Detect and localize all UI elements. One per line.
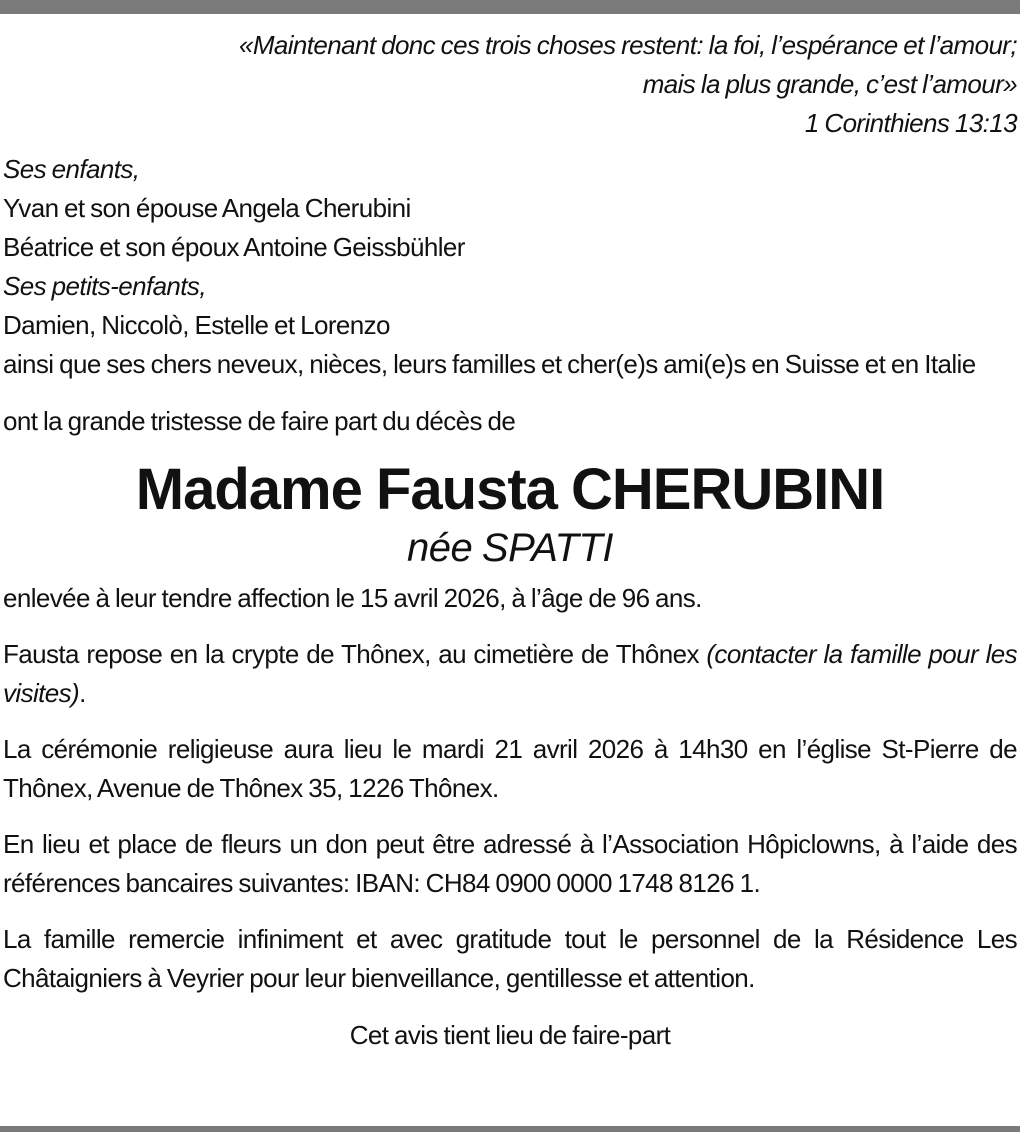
- resting-place: [3, 635, 1017, 713]
- quote-line-2: mais la plus grande, c’est l’amour»: [642, 69, 1017, 99]
- announcement-text: ont la grande tristesse de faire part du décès de: [3, 406, 516, 436]
- ceremony-details: La cérémonie religieuse aura lieu le mardi 21 avril 2026 à 14h30 en l’église St-Pierre de Thônex, Avenue de Thônex 35, 1226 Thônex.: [3, 734, 1017, 803]
- bottom-rule: [0, 1126, 1020, 1132]
- maiden-name: née SPATTI: [407, 526, 613, 570]
- donation-details: En lieu et place de fleurs un don peut être adressé à l’Association Hôpiclowns, à l’aide des références bancaires suivantes: IBAN: CH84 0900 0000 1748 8126 1.: [3, 829, 1017, 898]
- thanks-text: La famille remercie infiniment et avec gratitude tout le personnel de la Résidence Les Châtaigniers à Veyrier pour leur bienveillance, gentillesse et attention.: [3, 924, 1017, 993]
- visit-note: (contacter la famille pour les visites): [3, 639, 1018, 708]
- child-2: Béatrice et son époux Antoine Geissbühler: [3, 232, 465, 262]
- grandchildren-names: Damien, Niccolò, Estelle et Lorenzo: [3, 310, 390, 340]
- child-1: Yvan et son épouse Angela Cherubini: [3, 193, 411, 223]
- children-heading: Ses enfants,: [3, 154, 140, 184]
- bible-quote: [3, 26, 1017, 143]
- grandchildren-heading: Ses petits-enfants,: [3, 271, 206, 301]
- family-list: [3, 150, 1017, 384]
- quote-reference: 1 Corinthiens 13:13: [804, 108, 1017, 138]
- death-details: enlevée à leur tendre affection le 15 avril 2026, à l’âge de 96 ans.: [3, 583, 702, 613]
- deceased-name: Madame Fausta CHERUBINI: [135, 457, 885, 522]
- resting-place-end: .: [79, 678, 86, 708]
- resting-place-text: Fausta repose en la crypte de Thônex, au cimetière de Thônex: [3, 639, 707, 669]
- top-rule: [0, 0, 1020, 14]
- closing-line: Cet avis tient lieu de faire-part: [349, 1020, 671, 1050]
- obituary-notice: [3, 26, 1017, 1055]
- quote-line-1: «Maintenant donc ces trois choses restent: la foi, l’espérance et l’amour;: [238, 30, 1017, 60]
- other-relatives: ainsi que ses chers neveux, nièces, leurs familles et cher(e)s ami(e)s en Suisse et en Italie: [3, 349, 976, 379]
